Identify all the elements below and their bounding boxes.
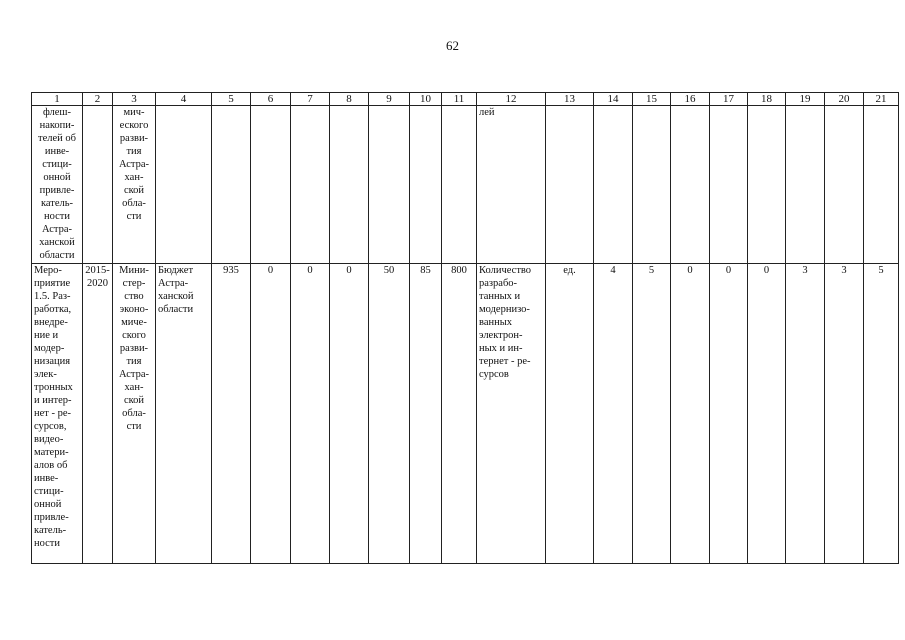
cell-period [83, 106, 113, 264]
cell-value: 0 [710, 264, 748, 564]
cell-source: Бюджет Астра- ханской области [156, 264, 212, 564]
col-header: 18 [748, 93, 786, 106]
cell-executor: мич- еского разви- тия Астра- хан- ской обла- сти [113, 106, 156, 264]
col-header: 19 [786, 93, 825, 106]
cell-value [864, 106, 899, 264]
cell-value [671, 106, 710, 264]
col-header: 2 [83, 93, 113, 106]
cell-value [251, 106, 291, 264]
cell-value [786, 106, 825, 264]
col-header: 10 [410, 93, 442, 106]
program-activities-table [31, 92, 899, 564]
col-header: 4 [156, 93, 212, 106]
cell-value [710, 106, 748, 264]
cell-total [212, 106, 251, 264]
cell-value [330, 106, 369, 264]
cell-activity-name: флеш- накопи- телей об инве- стици- онной привле- катель- ности Астра- ханской области [32, 106, 83, 264]
cell-value [410, 106, 442, 264]
col-header: 21 [864, 93, 899, 106]
cell-indicator: лей [477, 106, 546, 264]
cell-value: 0 [251, 264, 291, 564]
cell-indicator: Количество разрабо- танных и модернизо- ванных электрон- ных и ин- тернет - ре- сурсов [477, 264, 546, 564]
cell-value: 4 [594, 264, 633, 564]
cell-value: 0 [330, 264, 369, 564]
col-header: 7 [291, 93, 330, 106]
col-header: 17 [710, 93, 748, 106]
cell-period: 2015- 2020 [83, 264, 113, 564]
cell-value [633, 106, 671, 264]
cell-unit [546, 106, 594, 264]
page-number: 62 [446, 38, 459, 53]
col-header: 9 [369, 93, 410, 106]
cell-value: 3 [825, 264, 864, 564]
table-row [32, 106, 899, 264]
cell-value: 0 [748, 264, 786, 564]
cell-value [594, 106, 633, 264]
cell-value: 3 [786, 264, 825, 564]
col-header: 14 [594, 93, 633, 106]
col-header: 13 [546, 93, 594, 106]
cell-executor: Мини- стер- ство эконо- миче- ского разви- тия Астра- хан- ской обла- сти [113, 264, 156, 564]
cell-value: 5 [864, 264, 899, 564]
col-header: 20 [825, 93, 864, 106]
cell-value [369, 106, 410, 264]
cell-value: 0 [291, 264, 330, 564]
col-header: 3 [113, 93, 156, 106]
cell-total: 935 [212, 264, 251, 564]
cell-activity-name: Меро- приятие 1.5. Раз- работка, внедре- ние и модер- низация элек- тронных и интер- нет - ре- сурсов, видео- матери- алов об инве- стици- онной привле- катель- ности [32, 264, 83, 564]
col-header: 5 [212, 93, 251, 106]
table-row [32, 264, 899, 564]
cell-value: 0 [671, 264, 710, 564]
cell-value [748, 106, 786, 264]
cell-value [442, 106, 477, 264]
col-header: 1 [32, 93, 83, 106]
col-header: 6 [251, 93, 291, 106]
cell-value: 85 [410, 264, 442, 564]
col-header: 16 [671, 93, 710, 106]
col-header: 12 [477, 93, 546, 106]
cell-source [156, 106, 212, 264]
cell-value: 50 [369, 264, 410, 564]
cell-value [291, 106, 330, 264]
col-header: 11 [442, 93, 477, 106]
col-header: 8 [330, 93, 369, 106]
col-header: 15 [633, 93, 671, 106]
cell-value [825, 106, 864, 264]
cell-value: 800 [442, 264, 477, 564]
column-number-row [32, 93, 899, 106]
cell-value: 5 [633, 264, 671, 564]
cell-unit: ед. [546, 264, 594, 564]
